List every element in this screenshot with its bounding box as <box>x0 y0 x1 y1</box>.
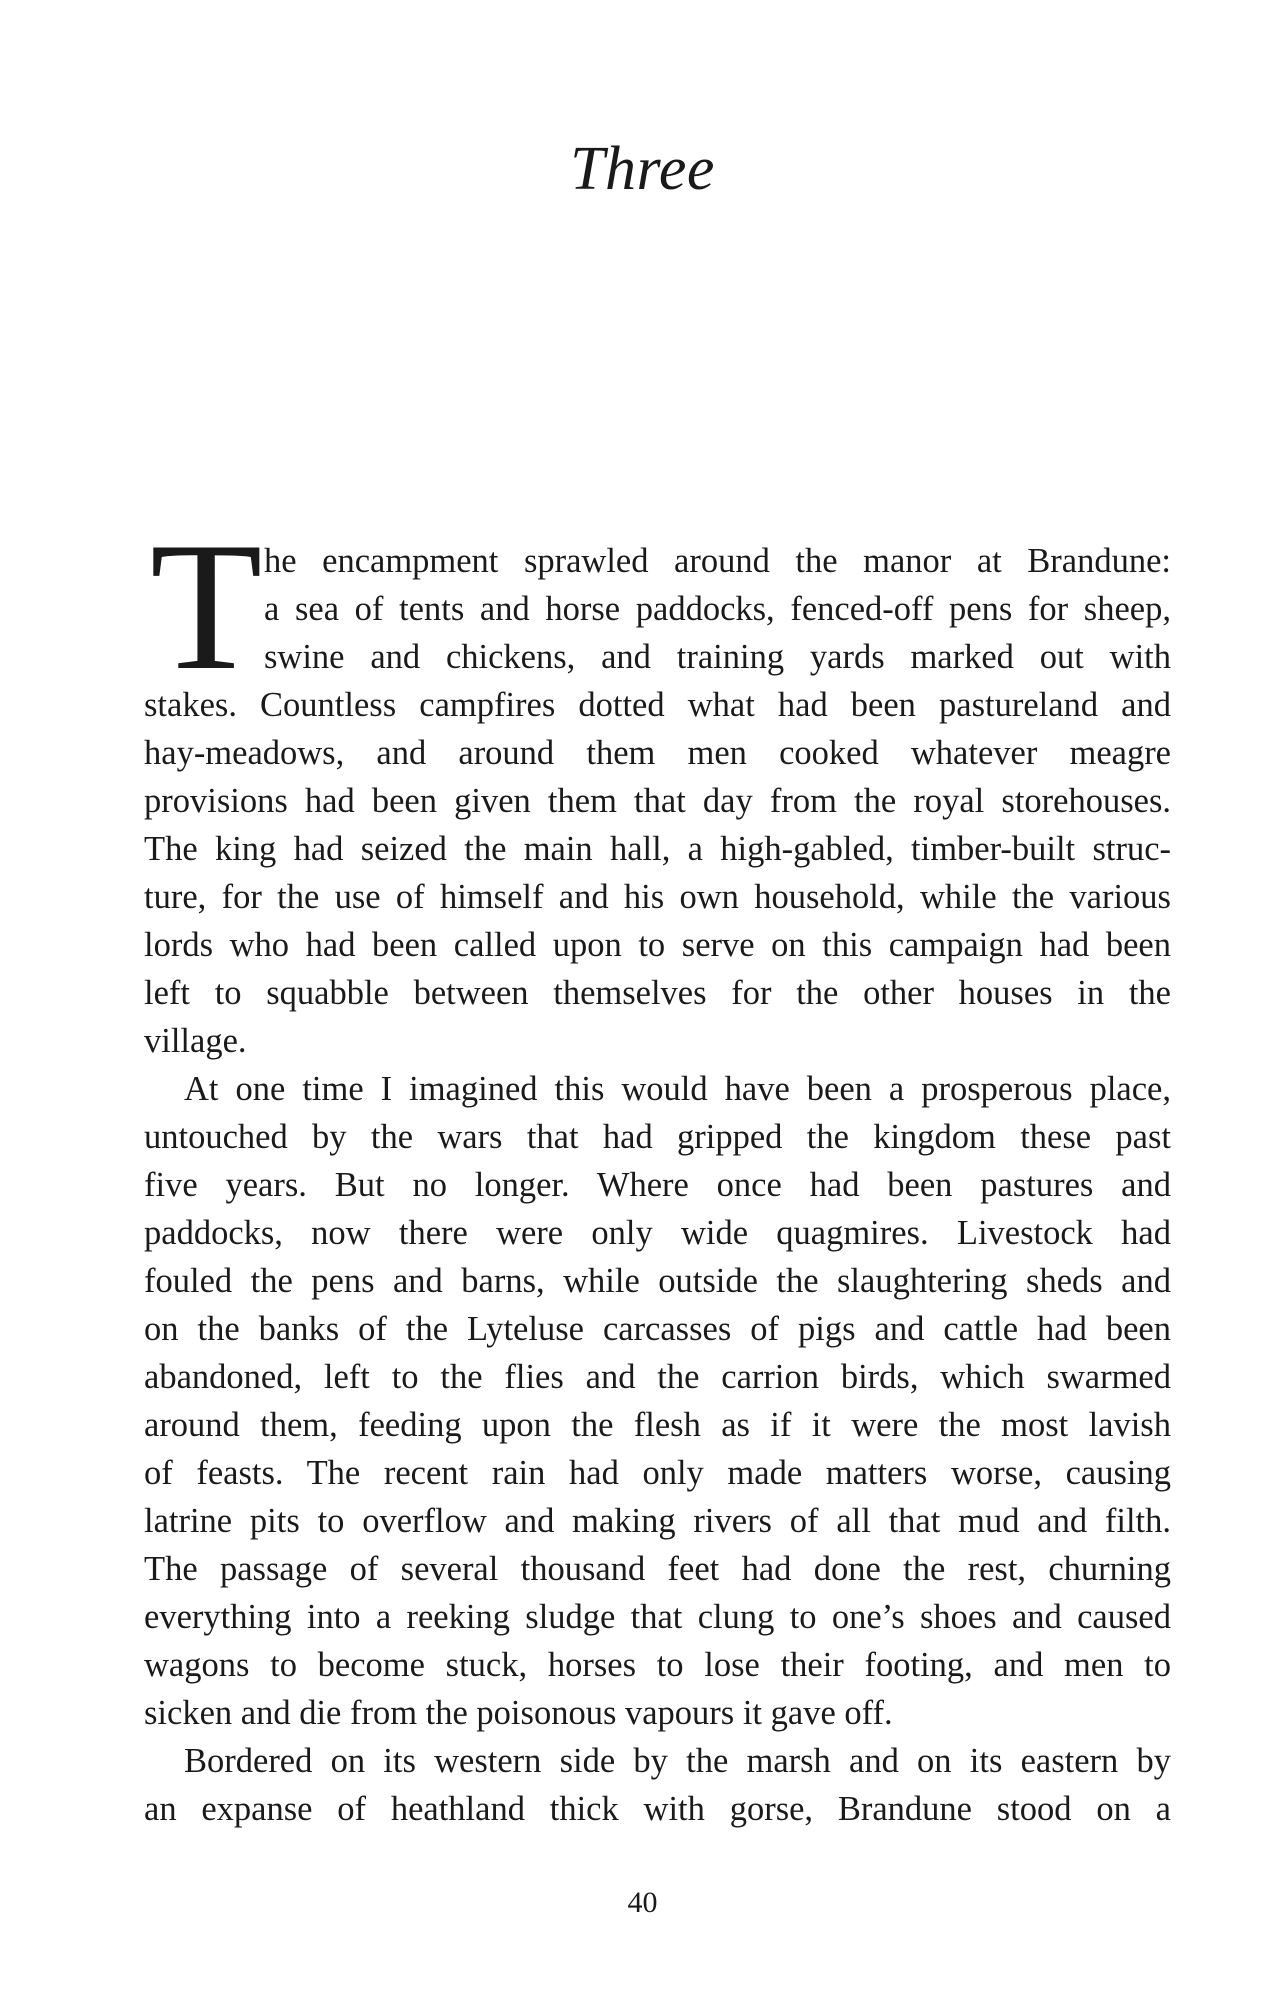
text-line: everything into a reeking sludge that clung to one’s shoes and caused <box>144 1598 1171 1636</box>
text-line: Bordered on its western side by the marsh and on its eastern by <box>184 1742 1171 1780</box>
text-line: five years. But no longer. Where once had been pastures and <box>144 1166 1171 1204</box>
text-line: lords who had been called upon to serve on this campaign had been <box>144 926 1171 964</box>
text-line: village. <box>144 1022 247 1060</box>
drop-cap-letter: T <box>150 536 263 686</box>
text-line: left to squabble between themselves for the other houses in the <box>144 974 1171 1012</box>
text-line: abandoned, left to the flies and the carrion birds, which swarmed <box>144 1358 1171 1396</box>
chapter-title: Three <box>570 135 715 203</box>
text-line: wagons to become stuck, horses to lose their footing, and men to <box>144 1646 1171 1684</box>
text-line: he encampment sprawled around the manor at Brandune: <box>264 542 1171 580</box>
text-line: stakes. Countless campfires dotted what had been pastureland and <box>144 686 1171 724</box>
text-line: fouled the pens and barns, while outside the slaughtering sheds and <box>144 1262 1171 1300</box>
text-line: swine and chickens, and training yards marked out with <box>264 638 1171 676</box>
text-line: latrine pits to overflow and making rivers of all that mud and filth. <box>144 1502 1171 1540</box>
text-line: on the banks of the Lyteluse carcasses of pigs and cattle had been <box>144 1310 1171 1348</box>
text-line: sicken and die from the poisonous vapours it gave off. <box>144 1694 893 1732</box>
text-line: The king had seized the main hall, a high-gabled, timber-built struc- <box>144 830 1171 868</box>
text-line: untouched by the wars that had gripped the kingdom these past <box>144 1118 1171 1156</box>
text-line: hay-meadows, and around them men cooked whatever meagre <box>144 734 1171 772</box>
text-line: around them, feeding upon the flesh as if it were the most lavish <box>144 1406 1171 1444</box>
text-line: The passage of several thousand feet had done the rest, churning <box>144 1550 1171 1588</box>
text-line: an expanse of heathland thick with gorse, Brandune stood on a <box>144 1790 1171 1828</box>
body-text <box>144 537 1171 1833</box>
text-line: paddocks, now there were only wide quagmires. Livestock had <box>144 1214 1171 1252</box>
page-number: 40 <box>627 1886 658 1919</box>
text-line: provisions had been given them that day from the royal storehouses. <box>144 782 1171 820</box>
text-line: At one time I imagined this would have been a prosperous place, <box>184 1070 1171 1108</box>
text-line: of feasts. The recent rain had only made matters worse, causing <box>144 1454 1171 1492</box>
text-line: a sea of tents and horse paddocks, fenced-off pens for sheep, <box>264 590 1171 628</box>
text-line: ture, for the use of himself and his own household, while the various <box>144 878 1171 916</box>
